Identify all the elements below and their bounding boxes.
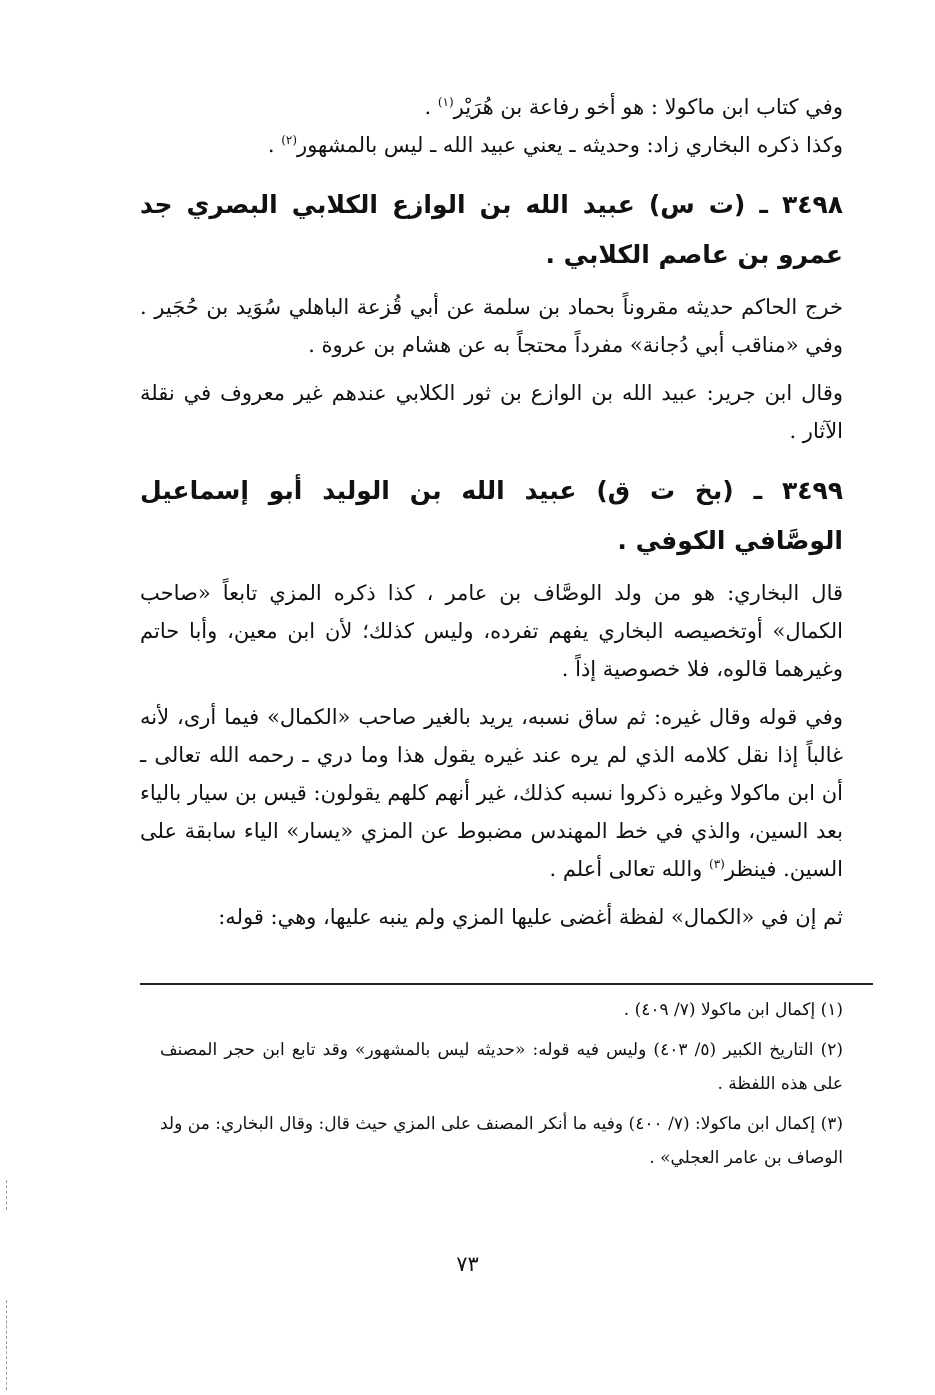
line-end: .	[424, 95, 438, 119]
paragraph-end: والله تعالى أعلم .	[549, 857, 709, 881]
footnote: (٣) إكمال ابن ماكولا: (٧/ ٤٠٠) وفيه ما أنكر المصنف على المزي حيث قال: وقال البخاري: من ولد الوصاف بن عامر العجلي» .	[160, 1114, 844, 1168]
footnote: (١) إكمال ابن ماكولا (٧/ ٤٠٩) .	[623, 1000, 843, 1020]
footnote-ref[interactable]: (٢)	[281, 133, 298, 147]
line-text: وكذا ذكره البخاري زاد: وحديثه ـ يعني عبيد الله ـ ليس بالمشهور	[297, 133, 843, 157]
paragraph: قال البخاري: هو من ولد الوصَّاف بن عامر ، كذا ذكره المزي تابعاً «صاحب الكمال» أوتخصيصه البخاري يفهم تفرده، وليس كذلك؛ لأن ابن معين، وأبا حاتم وغيرهما قالوه، فلا خصوصية إذاً .	[140, 581, 843, 681]
text-line	[140, 126, 843, 164]
footnotes	[160, 993, 843, 1181]
footnote-ref[interactable]: (١)	[437, 95, 454, 109]
text-line	[140, 88, 843, 126]
entry-heading-3499: ٣٤٩٩ ـ (بخ ت ق) عبيد الله بن الوليد أبو إسماعيل الوصَّافي الكوفي .	[140, 476, 843, 555]
paragraph: خرج الحاكم حديثه مقروناً بحماد بن سلمة عن أبي قُزعة الباهلي سُوَيد بن حُجَير . وفي «مناقب أبي دُجانة» مفرداً محتجاً به عن هشام بن عروة .	[140, 295, 843, 357]
line-text: وفي كتاب ابن ماكولا : هو أخو رفاعة بن هُرَيْر	[453, 95, 843, 119]
main-text	[140, 88, 843, 936]
footnote: (٢) التاريخ الكبير (٥/ ٤٠٣) وليس فيه قوله: «حديثه ليس بالمشهور» وقد تابع ابن حجر المصنف على هذه اللفظة .	[160, 1040, 843, 1094]
paragraph: وقال ابن جرير: عبيد الله بن الوازع بن ثور الكلابي عندهم غير معروف في نقلة الآثار .	[140, 381, 843, 443]
paragraph: ثم إن في «الكمال» لفظة أغضى عليها المزي ولم ينبه عليها، وهي: قوله:	[218, 905, 843, 929]
scan-edge-mark	[6, 1300, 7, 1390]
footnote-ref[interactable]: (٣)	[709, 857, 725, 871]
footnote-divider	[140, 983, 873, 985]
page-number: ٧٣	[456, 1252, 479, 1276]
paragraph	[140, 698, 843, 888]
entry-heading-3498: ٣٤٩٨ ـ (ت س) عبيد الله بن الوازع الكلابي البصري جد عمرو بن عاصم الكلابي .	[140, 190, 843, 269]
scan-edge-mark	[6, 1180, 7, 1210]
paragraph-text: وفي قوله وقال غيره: ثم ساق نسبه، يريد بالغير صاحب «الكمال» فيما أرى، لأنه غالباً إذا نقل كلامه الذي لم يره عند غيره يقول هذا وما دري ـ رحمه الله تعالى ـ أن ابن ماكولا وغيره ذكروا نسبه كذلك، غير أنهم كلهم يقولون: قيس بن سيار بالياء بعد السين، والذي في خط المهندس مضبوط عن المزي «يسار» الياء سابقة على السين. فينظر	[140, 705, 843, 881]
line-end: .	[267, 133, 282, 157]
